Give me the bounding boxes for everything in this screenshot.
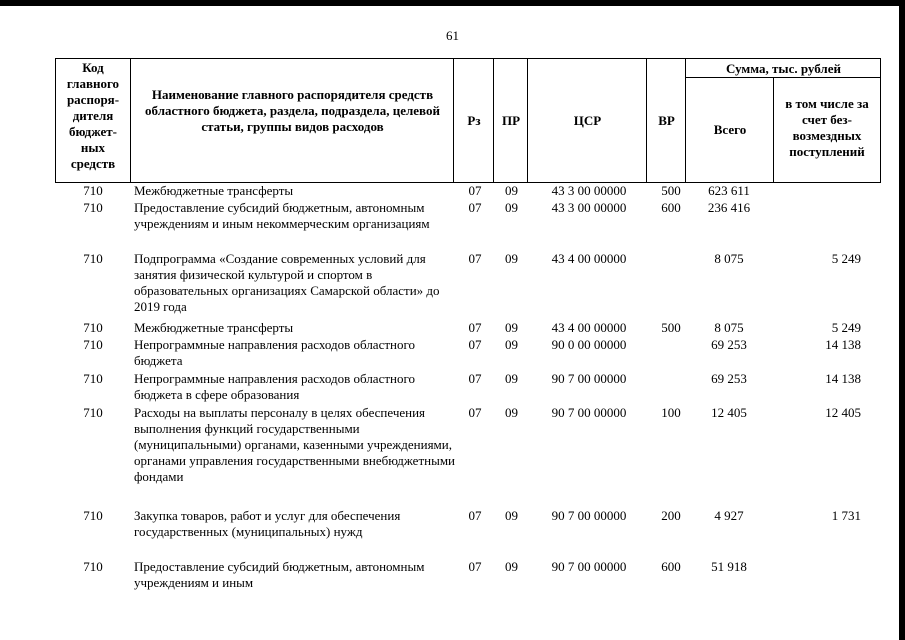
pr-cell: 09 <box>505 371 518 386</box>
header-vr: ВР <box>658 113 675 128</box>
csr-cell: 90 7 00 00000 <box>551 508 627 523</box>
name-cell: Предоставление субсидий бюджетным, автономным учреждениям и иным <box>134 559 425 590</box>
header-rz: Рз <box>467 113 481 128</box>
header-vline-1 <box>130 58 131 183</box>
rz-cell: 07 <box>468 371 482 386</box>
total-cell: 12 405 <box>711 405 747 420</box>
pr-cell: 09 <box>505 251 518 266</box>
scan-right-border <box>899 0 905 640</box>
header-vline-left <box>55 58 56 183</box>
rz-cell: 07 <box>468 251 482 266</box>
code-cell: 710 <box>83 251 103 266</box>
name-cell: Межбюджетные трансферты <box>134 183 294 198</box>
code-cell: 710 <box>83 371 103 386</box>
header-total: Всего <box>713 122 747 137</box>
total-cell: 51 918 <box>711 559 747 574</box>
header-pr: ПР <box>501 113 521 128</box>
name-cell: Непрограммные направления расходов областного бюджета <box>134 337 415 368</box>
header-name: Наименование главного распорядителя средств областного бюджета, раздела, подраздела, целевой статьи, группы видов расходов <box>145 87 440 134</box>
pr-cell: 09 <box>505 508 518 523</box>
pr-cell: 09 <box>505 559 518 574</box>
vr-cell: 600 <box>661 200 681 215</box>
header-vline-3 <box>493 58 494 183</box>
pr-cell: 09 <box>505 337 518 352</box>
csr-cell: 43 3 00 00000 <box>551 200 627 215</box>
total-cell: 69 253 <box>711 371 747 386</box>
name-cell: Расходы на выплаты персоналу в целях обеспечения выполнения функций государственными (муниципальными) органами, казенными учреждениями, органами управления государственными внебюджетными фондами <box>134 405 456 484</box>
name-cell: Межбюджетные трансферты <box>134 320 294 335</box>
free-cell: 14 138 <box>825 337 861 352</box>
header-vline-right <box>880 58 881 183</box>
header-vline-5 <box>646 58 647 183</box>
total-cell: 4 927 <box>714 508 744 523</box>
total-cell: 236 416 <box>707 200 751 215</box>
rz-cell: 07 <box>468 200 482 215</box>
csr-cell: 43 4 00 00000 <box>551 320 627 335</box>
csr-cell: 90 0 00 00000 <box>551 337 627 352</box>
name-cell: Подпрограмма «Создание современных условий для занятия физической культурой и спортом в образовательных организациях Самарской области» до 2019 года <box>134 251 440 314</box>
code-cell: 710 <box>83 405 103 420</box>
csr-cell: 90 7 00 00000 <box>551 371 627 386</box>
total-cell: 69 253 <box>711 337 747 352</box>
name-cell: Закупка товаров, работ и услуг для обеспечения государственных (муниципальных) нужд <box>134 508 401 539</box>
pr-cell: 09 <box>505 183 518 198</box>
vr-cell: 100 <box>661 405 681 420</box>
code-cell: 710 <box>83 508 103 523</box>
pr-cell: 09 <box>505 200 518 215</box>
free-cell: 14 138 <box>825 371 861 386</box>
csr-cell: 90 7 00 00000 <box>551 559 627 574</box>
free-cell: 12 405 <box>825 405 861 420</box>
name-cell: Непрограммные направления расходов областного бюджета в сфере образования <box>134 371 415 402</box>
header-csr: ЦСР <box>573 113 602 128</box>
total-cell: 8 075 <box>714 251 744 266</box>
header-vline-4 <box>527 58 528 183</box>
code-cell: 710 <box>83 337 103 352</box>
total-cell: 8 075 <box>714 320 744 335</box>
rz-cell: 07 <box>468 320 482 335</box>
name-cell: Предоставление субсидий бюджетным, автономным учреждениям и иным некоммерческим организациям <box>134 200 430 231</box>
vr-cell: 500 <box>661 183 681 198</box>
free-cell: 5 249 <box>831 251 861 266</box>
rz-cell: 07 <box>468 405 482 420</box>
code-cell: 710 <box>83 320 103 335</box>
header-vline-6 <box>685 58 686 183</box>
vr-cell: 500 <box>661 320 681 335</box>
code-cell: 710 <box>83 183 103 198</box>
rz-cell: 07 <box>468 183 482 198</box>
header-code: Код главного распоря-дителя бюджет-ных средств <box>66 60 120 171</box>
csr-cell: 90 7 00 00000 <box>551 405 627 420</box>
header-sum: Сумма, тыс. рублей <box>726 61 841 76</box>
rz-cell: 07 <box>468 337 482 352</box>
vr-cell: 200 <box>661 508 681 523</box>
csr-cell: 43 3 00 00000 <box>551 183 627 198</box>
header-vline-2 <box>453 58 454 183</box>
rz-cell: 07 <box>468 559 482 574</box>
vr-cell: 600 <box>661 559 681 574</box>
rz-cell: 07 <box>468 508 482 523</box>
header-vline-7 <box>773 77 774 183</box>
sum-split-line <box>685 77 881 78</box>
free-cell: 1 731 <box>831 508 861 523</box>
header-free: в том числе за счет без-возмездных поступлений <box>785 96 869 159</box>
code-cell: 710 <box>83 559 103 574</box>
free-cell: 5 249 <box>831 320 861 335</box>
scan-top-border <box>0 0 905 6</box>
code-cell: 710 <box>83 200 103 215</box>
page-number: 61 <box>446 28 459 43</box>
pr-cell: 09 <box>505 320 518 335</box>
pr-cell: 09 <box>505 405 518 420</box>
csr-cell: 43 4 00 00000 <box>551 251 627 266</box>
header-top-line <box>55 58 881 59</box>
total-cell: 623 611 <box>708 183 750 198</box>
